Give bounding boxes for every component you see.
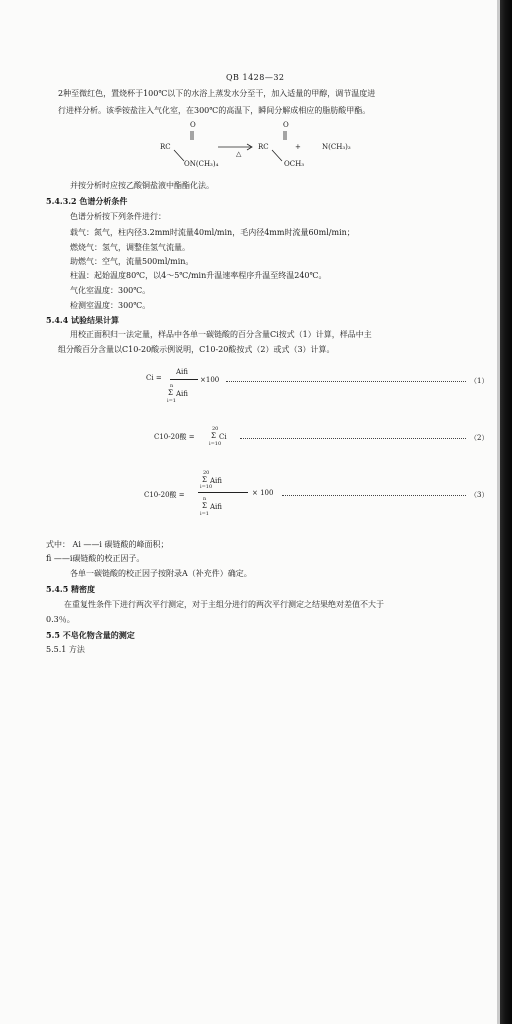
para-after-reaction: 并按分析时应按乙酸铜盐液中酯酯化法。: [70, 181, 214, 190]
condition-column-temp: 柱温：起始温度80℃，以4～5℃/min升温速率程序升温至终温240℃。: [70, 271, 327, 280]
eq3-den-sum-bottom: i=1: [200, 511, 209, 517]
note-line-3: 各单一碳链酸的校正因子按附录A（补充件）确定。: [70, 569, 252, 578]
precision-line-2: 0.3％。: [46, 615, 75, 624]
condition-fuel-gas: 燃烧气：氢气，调整佳氢气流量。: [70, 243, 190, 252]
intro-line-1: 2种至微红色，置烧杯于100℃以下的水浴上蒸发水分至干，加入适量的甲醇，调节温度进: [58, 89, 376, 98]
eq1-sigma: Σ: [168, 389, 173, 397]
eq2-sum-top: 20: [212, 426, 219, 432]
conditions-intro: 色谱分析按下列条件进行：: [70, 212, 166, 221]
eq2-body: Ci: [219, 433, 227, 441]
eq2-number: （2）: [470, 434, 489, 442]
eq3-lhs: C10-20酸 =: [144, 491, 185, 499]
section-5-4-4-title: 5.4.4 试验结果计算: [46, 315, 120, 325]
condition-injector-temp: 气化室温度：300℃。: [70, 286, 151, 295]
eq3-multiplier: × 100: [252, 489, 274, 497]
eq1-lhs: Ci =: [146, 374, 162, 382]
product-rc: RC: [258, 143, 269, 151]
calc-para-line-2: 组分酸百分含量以C10-20酸示例说明，C10-20酸按式（2）或式（3）计算。: [58, 345, 335, 354]
eq1-number: （1）: [470, 377, 489, 385]
reactant-rc: RC: [160, 143, 171, 151]
eq2-lhs: C10-20酸 =: [154, 433, 195, 441]
eq1-numerator: Aifi: [176, 368, 188, 376]
eq3-denominator: Aifi: [210, 503, 222, 511]
condition-support-gas: 助燃气：空气，流量500ml/min。: [70, 257, 194, 266]
eq1-denominator: Aifi: [176, 390, 188, 398]
arrow-condition: △: [236, 150, 242, 158]
section-5-5-1-title: 5.5.1 方法: [46, 645, 85, 654]
eq1-leader-dots: [226, 381, 466, 382]
eq2-sigma: Σ: [211, 432, 216, 440]
condition-detector-temp: 检测室温度：300℃。: [70, 301, 151, 310]
plus-sign: +: [295, 143, 301, 151]
condition-carrier-gas: 载气：氮气，柱内径3.2mm时流量40ml/min，毛内径4mm时流量60ml/min；: [70, 228, 355, 237]
section-5-5-title: 5.5 不皂化物含量的测定: [46, 630, 135, 640]
section-5-4-5-title: 5.4.5 精密度: [46, 584, 96, 594]
eq1-multiplier: ×100: [200, 376, 220, 384]
product-oxygen: O: [283, 121, 289, 129]
eq2-sum-bottom: i=10: [209, 441, 222, 447]
eq2-leader-dots: [240, 438, 466, 439]
section-5-4-3-2-title: 5.4.3.2 色谱分析条件: [46, 196, 128, 206]
eq3-num-sum-bottom: i=10: [200, 484, 213, 490]
reactant-oxygen: O: [190, 121, 196, 129]
intro-line-2: 行进样分析。该季铵盐注入气化室，在300℃的高温下，瞬间分解成相应的脂肪酸甲酯。: [58, 106, 371, 115]
product-trimethylamine: N(CH₃)₃: [322, 143, 351, 151]
eq3-den-sum-top: n: [203, 496, 207, 502]
eq3-num-sum-top: 20: [203, 470, 210, 476]
note-line-1: 式中： Ai ——i 碳链酸的峰面积；: [46, 540, 169, 549]
eq1-sum-top: n: [170, 383, 174, 389]
eq3-numerator: Aifi: [210, 477, 222, 485]
page-header-doc-number: QB 1428—32: [226, 73, 285, 82]
eq3-den-sigma: Σ: [202, 502, 207, 510]
eq3-number: （3）: [470, 491, 489, 499]
eq3-num-sigma: Σ: [202, 476, 207, 484]
eq3-fraction-bar: [198, 492, 248, 493]
note-line-2: fi ——i碳链酸的校正因子。: [46, 554, 145, 563]
eq3-leader-dots: [282, 495, 466, 496]
reactant-substituent: ON(CH₃)₄: [184, 160, 219, 168]
precision-line-1: 在重复性条件下进行两次平行测定，对于主组分进行的两次平行测定之结果绝对差值不大于: [64, 600, 384, 609]
eq1-sum-bottom: i=1: [167, 398, 176, 404]
eq1-fraction-bar: [170, 379, 198, 380]
calc-para-line-1: 用校正面积归一法定量，样品中各单一碳链酸的百分含量Ci按式（1）计算，样品中主: [70, 330, 372, 339]
product-substituent: OCH₃: [284, 160, 305, 168]
